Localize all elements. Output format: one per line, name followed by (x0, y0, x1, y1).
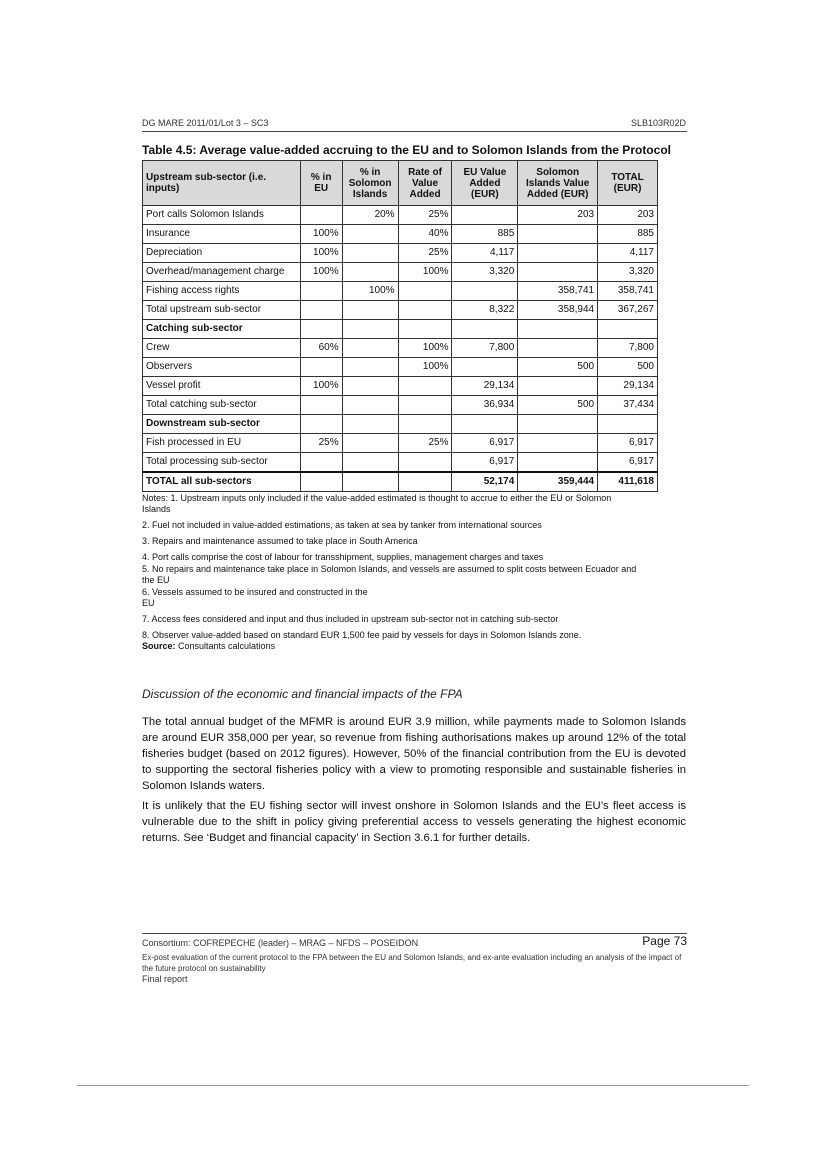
table-cell (342, 434, 398, 453)
row-label: Total processing sub-sector (143, 453, 301, 473)
header-divider (142, 131, 687, 132)
table-cell (342, 377, 398, 396)
row-label: Overhead/management charge (143, 263, 301, 282)
body-paragraph: The total annual budget of the MFMR is around EUR 3.9 million, while payments made to Solomon Islands are around EUR 358,000 per year, so revenue from fishing authorisations makes up around 12% of the total fisheries budget (based on 2012 figures). However, 50% of the financial contribution from the EU is devoted to supporting the sectoral fisheries policy with a view to promoting responsible and sustainable fisheries in Solomon Islands waters. (142, 716, 686, 792)
table-cell (300, 396, 342, 415)
column-header: Solomon Islands Value Added (EUR) (518, 161, 598, 206)
note: 3. Repairs and maintenance assumed to take place in South America (142, 536, 418, 546)
table-row (143, 434, 658, 453)
table-cell: 4,117 (598, 244, 658, 263)
table-cell (342, 320, 398, 339)
table-cell: 100% (300, 377, 342, 396)
table-cell: 25% (300, 434, 342, 453)
table-row (143, 244, 658, 263)
table-cell: 359,444 (518, 472, 598, 492)
row-label: Vessel profit (143, 377, 301, 396)
table-cell (342, 339, 398, 358)
table-cell: 203 (598, 206, 658, 225)
table-cell: 367,267 (598, 301, 658, 320)
table-cell (598, 320, 658, 339)
table-cell (598, 415, 658, 434)
table-cell (452, 206, 518, 225)
table-cell (398, 415, 452, 434)
page-number: Page 73 (642, 934, 687, 948)
source-label: Source: (142, 641, 176, 651)
table-cell (398, 396, 452, 415)
table-cell: 6,917 (598, 453, 658, 473)
row-label: TOTAL all sub-sectors (143, 472, 301, 492)
table-cell (398, 377, 452, 396)
section-heading: Discussion of the economic and financial impacts of the FPA (142, 687, 463, 701)
table-row (143, 415, 658, 434)
table-cell (518, 434, 598, 453)
table-cell: 7,800 (598, 339, 658, 358)
table-row (143, 320, 658, 339)
table-cell (452, 358, 518, 377)
body-paragraph: It is unlikely that the EU fishing sector will invest onshore in Solomon Islands and the EU’s fleet access is vulnerable due to the shift in policy giving preferential access to vessels generating the highest economic returns. See ‘Budget and financial capacity’ in Section 3.6.1 for further details. (142, 800, 686, 844)
table-notes (142, 493, 642, 652)
table-cell: 4,117 (452, 244, 518, 263)
table-row (143, 282, 658, 301)
table-cell (398, 472, 452, 492)
table-row (143, 396, 658, 415)
page-footer (142, 934, 687, 985)
column-header: % in EU (300, 161, 342, 206)
table-cell (300, 453, 342, 473)
table-cell: 37,434 (598, 396, 658, 415)
table-cell: 100% (300, 244, 342, 263)
row-label: Total catching sub-sector (143, 396, 301, 415)
table-header-row (143, 161, 658, 206)
table-row (143, 339, 658, 358)
table-row (143, 206, 658, 225)
table-cell: 100% (300, 263, 342, 282)
footer-consortium: Consortium: COFREPECHE (leader) – MRAG – NFDS – POSEIDON (142, 938, 419, 948)
table-cell: 60% (300, 339, 342, 358)
table-cell: 3,320 (452, 263, 518, 282)
table-cell (300, 282, 342, 301)
table-cell (518, 415, 598, 434)
table-row (143, 225, 658, 244)
table-cell (300, 358, 342, 377)
table-cell: 25% (398, 434, 452, 453)
table-row (143, 301, 658, 320)
table-cell (342, 472, 398, 492)
table-cell (300, 206, 342, 225)
table-cell (518, 244, 598, 263)
table-cell (518, 339, 598, 358)
table-cell (398, 282, 452, 301)
table-cell (452, 320, 518, 339)
row-label: Observers (143, 358, 301, 377)
table-cell (518, 377, 598, 396)
note: 8. Observer value-added based on standard EUR 1,500 fee paid by vessels for days in Solomon Islands zone. (142, 630, 582, 640)
table-cell (342, 453, 398, 473)
table-cell (452, 415, 518, 434)
table-cell (518, 453, 598, 473)
table-cell: 411,618 (598, 472, 658, 492)
table-cell: 25% (398, 244, 452, 263)
table-cell: 500 (518, 396, 598, 415)
note: 7. Access fees considered and input and thus included in upstream sub-sector not in catching sub-sector (142, 614, 559, 624)
note: Notes: 1. Upstream inputs only included if the value-added estimated is thought to accrue to either the EU or Solomon Islands (142, 493, 612, 514)
table-row (143, 263, 658, 282)
table-cell (342, 301, 398, 320)
table-cell: 29,134 (598, 377, 658, 396)
table-row (143, 453, 658, 473)
footer-divider (142, 933, 687, 934)
page-header (142, 118, 686, 128)
note: 6. Vessels assumed to be insured and constructed in the EU (142, 587, 368, 608)
table-cell (398, 301, 452, 320)
row-label: Total upstream sub-sector (143, 301, 301, 320)
page-bottom-rule (77, 1085, 749, 1086)
footer-description: Ex-post evaluation of the current protocol to the FPA between the EU and Solomon Islands, and ex-ante evaluation including an analysis of the impact of the future protocol on sustainability (142, 953, 682, 973)
row-label: Crew (143, 339, 301, 358)
source-text: Consultants calculations (175, 641, 276, 651)
table-cell: 100% (300, 225, 342, 244)
table-cell (300, 415, 342, 434)
table-source (142, 641, 642, 652)
table-cell: 6,917 (452, 453, 518, 473)
table-cell: 500 (598, 358, 658, 377)
table-cell: 7,800 (452, 339, 518, 358)
table-cell: 358,944 (518, 301, 598, 320)
table-cell: 203 (518, 206, 598, 225)
table-cell (342, 358, 398, 377)
table-cell: 52,174 (452, 472, 518, 492)
table-row (143, 377, 658, 396)
table-cell: 100% (398, 263, 452, 282)
row-label: Port calls Solomon Islands (143, 206, 301, 225)
table-cell: 100% (398, 358, 452, 377)
column-header: Upstream sub-sector (i.e. inputs) (143, 161, 301, 206)
table-cell: 358,741 (598, 282, 658, 301)
table-cell: 29,134 (452, 377, 518, 396)
note: 4. Port calls comprise the cost of labour for transshipment, supplies, management charges and taxes (142, 552, 544, 562)
table-cell (300, 301, 342, 320)
table-cell: 8,322 (452, 301, 518, 320)
table-cell (518, 263, 598, 282)
table-cell: 885 (598, 225, 658, 244)
table-cell (300, 320, 342, 339)
table-cell (398, 453, 452, 473)
value-added-table (142, 160, 658, 492)
table-cell: 885 (452, 225, 518, 244)
table-cell (342, 244, 398, 263)
column-header: Rate of Value Added (398, 161, 452, 206)
table-cell (342, 396, 398, 415)
note: 5. No repairs and maintenance take place in Solomon Islands, and vessels are assumed to split costs between Ecuador and the EU (142, 564, 637, 585)
table-cell: 6,917 (452, 434, 518, 453)
header-right: SLB103R02D (630, 118, 686, 128)
table-row (143, 472, 658, 492)
table-cell: 40% (398, 225, 452, 244)
table-cell (342, 225, 398, 244)
column-header: TOTAL (EUR) (598, 161, 658, 206)
row-label: Downstream sub-sector (143, 415, 301, 434)
column-header: EU Value Added (EUR) (452, 161, 518, 206)
note: 2. Fuel not included in value-added estimations, as taken at sea by tanker from international sources (142, 520, 542, 530)
table-row (143, 358, 658, 377)
table-cell (518, 225, 598, 244)
table-cell: 100% (398, 339, 452, 358)
table-cell: 100% (342, 282, 398, 301)
table-cell (398, 320, 452, 339)
table-cell (342, 415, 398, 434)
column-header: % in Solomon Islands (342, 161, 398, 206)
row-label: Catching sub-sector (143, 320, 301, 339)
table-title: Table 4.5: Average value-added accruing to the EU and to Solomon Islands from the Protocol (142, 143, 671, 157)
table-cell: 500 (518, 358, 598, 377)
table-cell: 3,320 (598, 263, 658, 282)
footer-report-type: Final report (142, 974, 188, 984)
table-cell: 25% (398, 206, 452, 225)
row-label: Depreciation (143, 244, 301, 263)
table-cell: 20% (342, 206, 398, 225)
table-cell (518, 320, 598, 339)
row-label: Insurance (143, 225, 301, 244)
header-left: DG MARE 2011/01/Lot 3 – SC3 (142, 118, 269, 128)
row-label: Fishing access rights (143, 282, 301, 301)
table-cell: 358,741 (518, 282, 598, 301)
table-cell (300, 472, 342, 492)
table-cell (452, 282, 518, 301)
table-cell: 36,934 (452, 396, 518, 415)
row-label: Fish processed in EU (143, 434, 301, 453)
table-cell (342, 263, 398, 282)
table-cell: 6,917 (598, 434, 658, 453)
